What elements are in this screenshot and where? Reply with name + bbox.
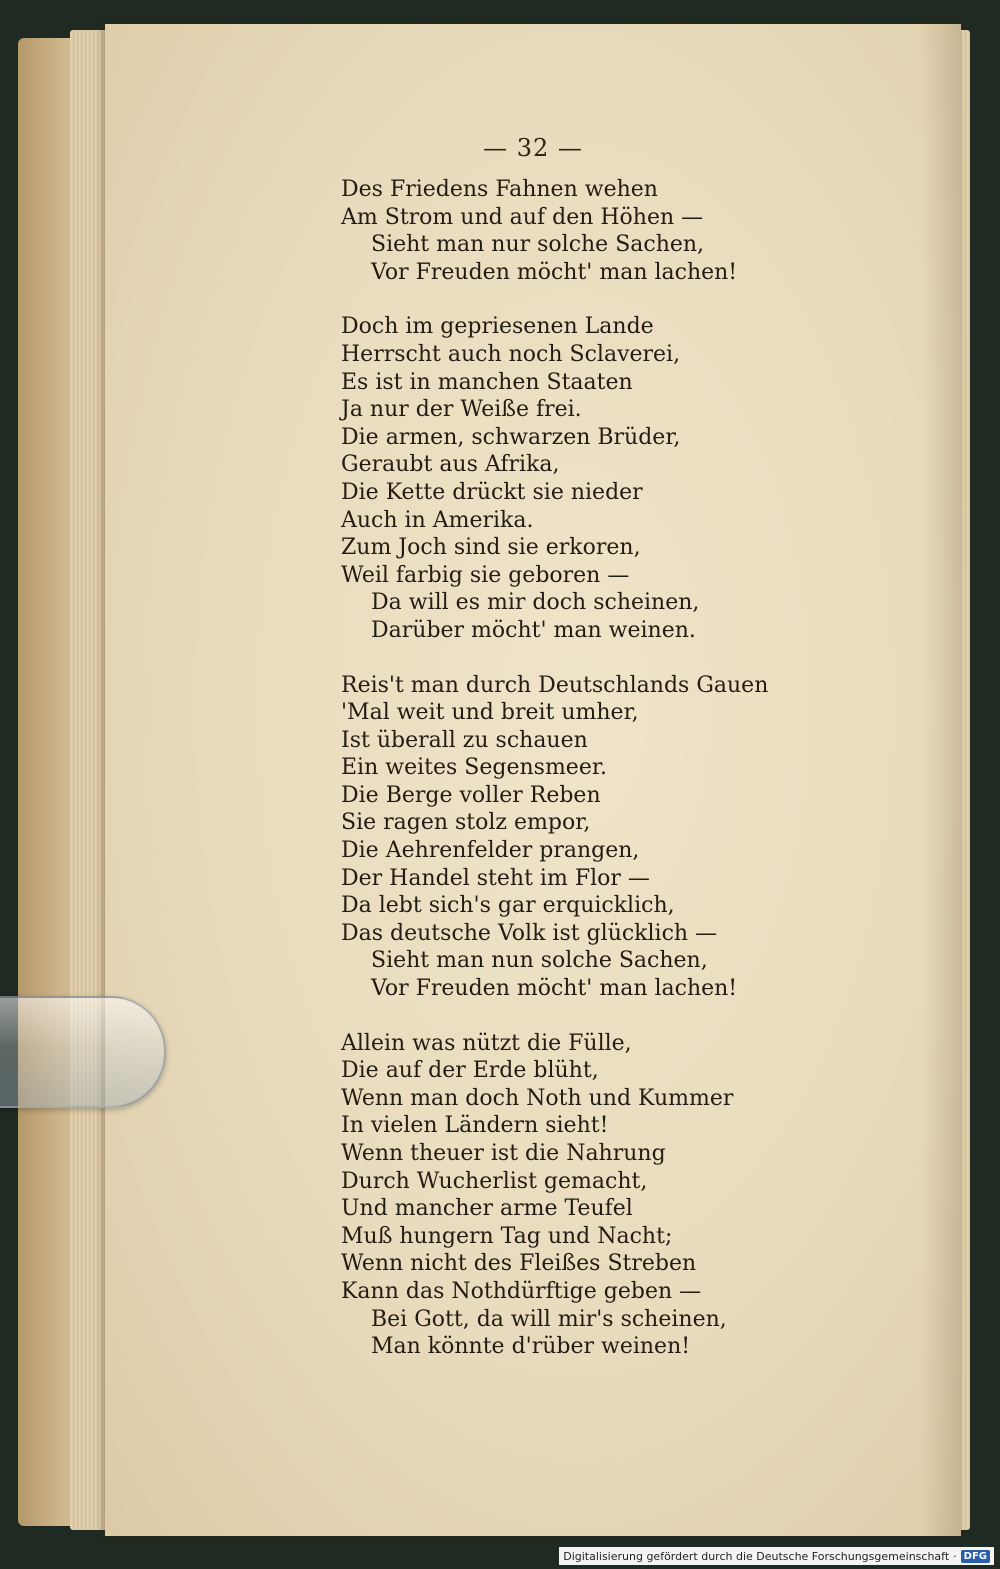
poem-line: Herrscht auch noch Sclaverei,	[341, 341, 681, 367]
poem-line: Man könnte d'rüber weinen!	[371, 1334, 691, 1360]
poem-line: Der Handel steht im Flor —	[341, 865, 650, 891]
poem-line: Auch in Amerika.	[341, 507, 534, 533]
poem-line: Vor Freuden möcht' man lachen!	[371, 259, 738, 285]
page-spine-shadow	[921, 24, 961, 1536]
dfg-logo: DFG	[961, 1550, 990, 1563]
poem-line: 'Mal weit und breit umher,	[341, 700, 639, 726]
poem	[341, 176, 801, 1388]
poem-line: Weil farbig sie geboren —	[341, 562, 630, 588]
poem-line: Geraubt aus Afrika,	[341, 452, 560, 478]
poem-line: Da will es mir doch scheinen,	[371, 590, 700, 616]
poem-line: Darüber möcht' man weinen.	[371, 617, 696, 643]
poem-line: In vielen Ländern sieht!	[341, 1113, 609, 1139]
poem-line: Muß hungern Tag und Nacht;	[341, 1223, 673, 1249]
stanza	[341, 176, 801, 286]
poem-line: Die armen, schwarzen Brüder,	[341, 424, 681, 450]
footer-credit-bar: Digitalisierung gefördert durch die Deutsche Forschungsgemeinschaft · DFG	[559, 1547, 994, 1565]
poem-line: Vor Freuden möcht' man lachen!	[371, 976, 738, 1002]
poem-line: Wenn theuer ist die Nahrung	[341, 1141, 666, 1166]
poem-line: Die Kette drückt sie nieder	[341, 479, 643, 505]
poem-line: Des Friedens Fahnen wehen	[341, 177, 658, 202]
poem-line: Das deutsche Volk ist glücklich —	[341, 920, 718, 946]
poem-line: Durch Wucherlist gemacht,	[341, 1168, 648, 1194]
poem-line: Kann das Nothdürftige geben —	[341, 1278, 702, 1304]
poem-line: Ja nur der Weiße frei.	[341, 397, 582, 423]
poem-line: Allein was nützt die Fülle,	[341, 1030, 632, 1056]
poem-line: Sieht man nur solche Sachen,	[371, 232, 705, 258]
poem-line: Zum Joch sind sie erkoren,	[341, 535, 641, 561]
poem-line: Die auf der Erde blüht,	[341, 1058, 599, 1084]
glass-weight	[0, 996, 166, 1108]
poem-line: Ein weites Segensmeer.	[341, 755, 607, 781]
stanza	[341, 1030, 801, 1361]
footer-credit: Digitalisierung gefördert durch die Deutsche Forschungsgemeinschaft	[563, 1549, 950, 1563]
poem-line: Und mancher arme Teufel	[341, 1196, 633, 1222]
poem-line: Die Aehrenfelder prangen,	[341, 838, 640, 864]
poem-line: Reis't man durch Deutschlands Gauen	[341, 672, 769, 698]
stanza	[341, 672, 801, 1003]
poem-line: Die Berge voller Reben	[341, 782, 601, 808]
poem-line: Es ist in manchen Staaten	[341, 369, 633, 395]
stanza	[341, 313, 801, 644]
poem-line: Bei Gott, da will mir's scheinen,	[371, 1306, 727, 1332]
poem-line: Doch im gepriesenen Lande	[341, 314, 654, 340]
poem-line: Ist überall zu schauen	[341, 727, 588, 753]
poem-line: Wenn man doch Noth und Kummer	[341, 1085, 734, 1111]
poem-line: Sie ragen stolz empor,	[341, 810, 591, 836]
page-number: — 32 —	[483, 134, 583, 162]
poem-line: Da lebt sich's gar erquicklich,	[341, 893, 675, 919]
poem-line: Wenn nicht des Fleißes Streben	[341, 1251, 697, 1277]
poem-line: Sieht man nun solche Sachen,	[371, 948, 708, 974]
poem-line: Am Strom und auf den Höhen —	[341, 204, 704, 230]
